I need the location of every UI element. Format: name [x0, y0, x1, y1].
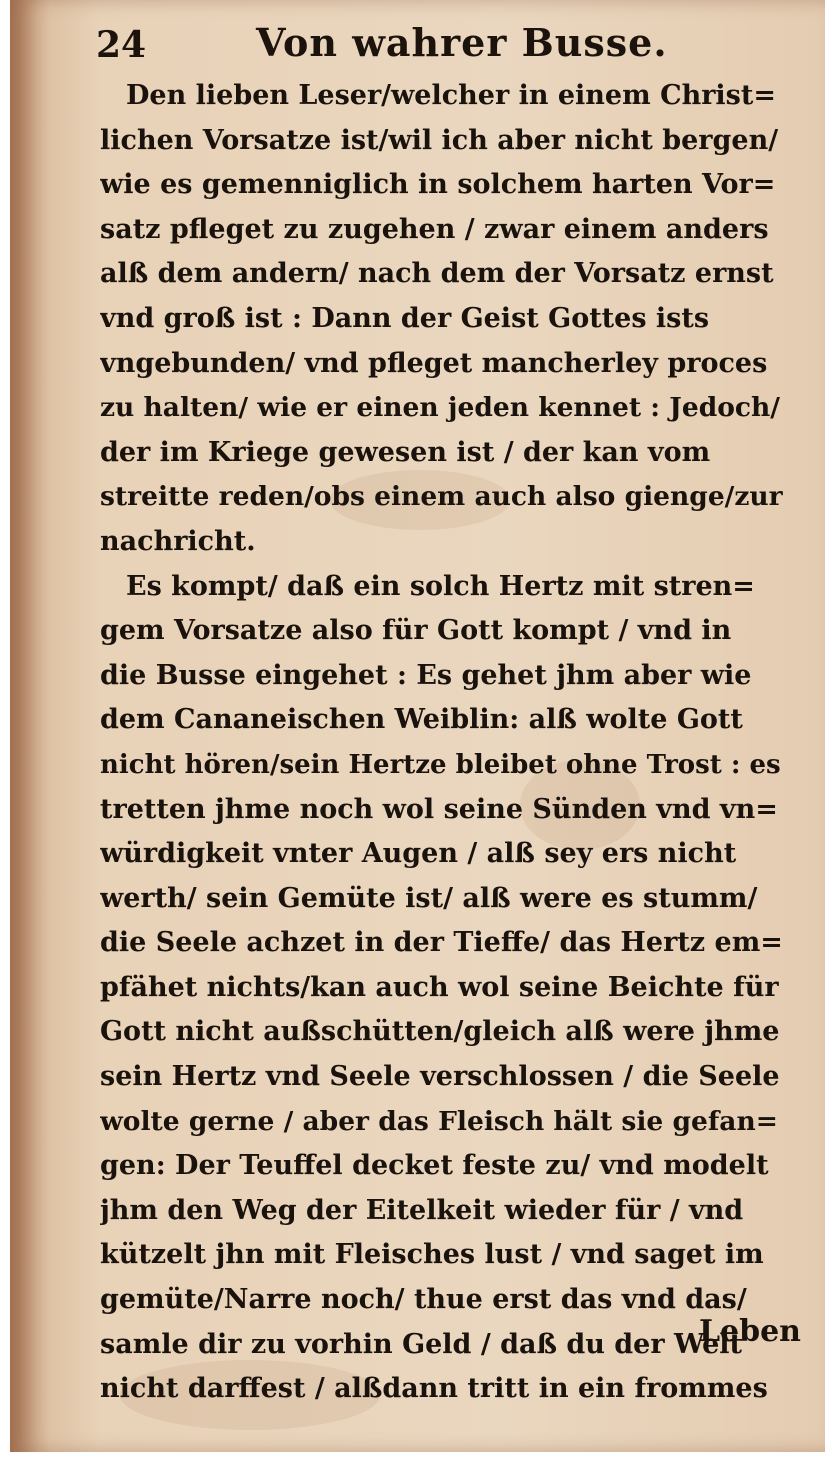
- text-line: zu halten/ wie er einen jeden kennet : Jedoch/: [100, 392, 780, 424]
- text-line: streitte reden/obs einem auch also gienge/zur: [100, 481, 783, 513]
- text-line: nachricht.: [100, 525, 256, 557]
- text-line: gen: Der Teuffel decket feste zu/ vnd modelt: [100, 1150, 769, 1182]
- running-title: Von wahrer Busse.: [256, 20, 668, 65]
- catchword: Leben: [698, 1314, 801, 1349]
- text-line: wolte gerne / aber das Fleisch hält sie gefan=: [100, 1105, 778, 1137]
- text-line: pfähet nichts/kan auch wol seine Beichte für: [100, 971, 779, 1003]
- text-line: nicht darffest / alßdann tritt in ein frommes: [100, 1373, 768, 1405]
- body-text: [100, 74, 790, 1412]
- text-line: vngebunden/ vnd pfleget mancherley proces: [100, 347, 768, 379]
- text-line: vnd groß ist : Dann der Geist Gottes ists: [100, 302, 710, 334]
- text-line: gemüte/Narre noch/ thue erst das vnd das/: [100, 1284, 747, 1316]
- text-line: würdigkeit vnter Augen / alß sey ers nicht: [100, 838, 737, 870]
- text-line: lichen Vorsatze ist/wil ich aber nicht bergen/: [100, 124, 779, 156]
- binding-gutter-shadow: [10, 0, 50, 1452]
- paragraph: [100, 74, 790, 565]
- text-line: wie es gemenniglich in solchem harten Vor=: [100, 169, 776, 201]
- text-line: sein Hertz vnd Seele verschlossen / die Seele: [100, 1061, 780, 1093]
- text-line: jhm den Weg der Eitelkeit wieder für / vnd: [100, 1194, 744, 1226]
- text-line: tretten jhme noch wol seine Sünden vnd vn=: [100, 793, 778, 825]
- text-line: Es kompt/ daß ein solch Hertz mit stren=: [126, 570, 755, 602]
- text-line: kützelt jhn mit Fleisches lust / vnd saget im: [100, 1239, 764, 1271]
- text-line: Gott nicht außschütten/gleich alß were jhme: [100, 1016, 780, 1048]
- page-header: [96, 6, 796, 66]
- text-line: alß dem andern/ nach dem der Vorsatz ernst: [100, 258, 774, 290]
- text-line: samle dir zu vorhin Geld / daß du der Welt: [100, 1328, 743, 1360]
- text-line: dem Cananeischen Weiblin: alß wolte Gott: [100, 704, 743, 736]
- text-line: werth/ sein Gemüte ist/ alß were es stumm/: [100, 882, 758, 914]
- text-line: die Busse eingehet : Es gehet jhm aber wie: [100, 659, 752, 691]
- text-line: Den lieben Leser/welcher in einem Christ=: [126, 80, 776, 111]
- text-line: nicht hören/sein Hertze bleibet ohne Trost : es: [100, 749, 781, 780]
- text-line: satz pfleget zu zugehen / zwar einem anders: [100, 213, 769, 245]
- page-number: 24: [96, 24, 147, 66]
- text-line: die Seele achzet in der Tieffe/ das Hertz em=: [100, 927, 783, 959]
- text-line: gem Vorsatze also für Gott kompt / vnd in: [100, 615, 732, 647]
- text-line: der im Kriege gewesen ist / der kan vom: [100, 436, 711, 468]
- paragraph: [100, 565, 790, 1412]
